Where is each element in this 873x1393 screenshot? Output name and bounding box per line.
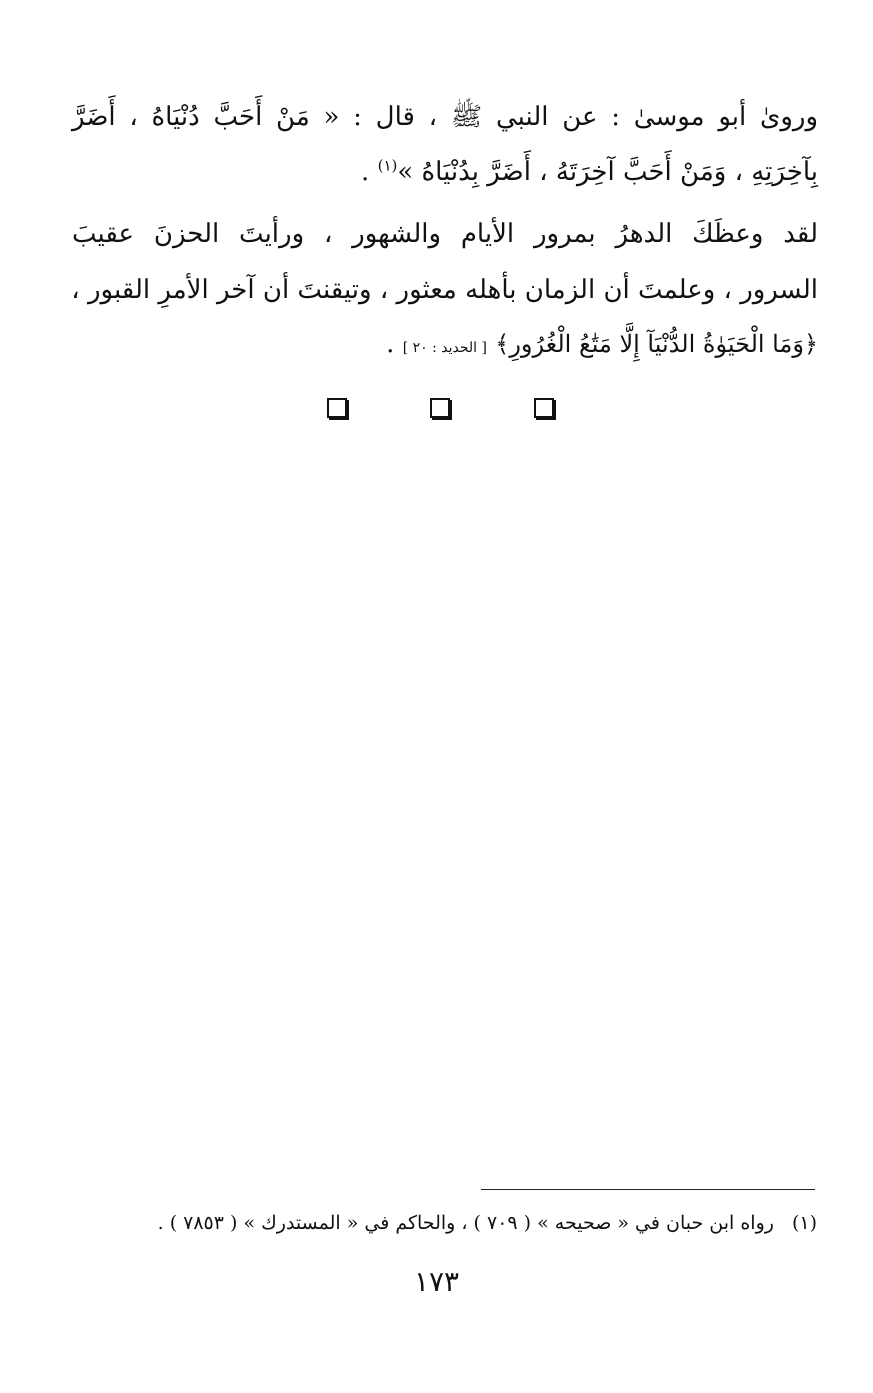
paragraph-1-line-2-end: . bbox=[361, 157, 378, 187]
footnote bbox=[72, 1206, 817, 1240]
page-number: ١٧٣ bbox=[413, 1265, 460, 1298]
footnote-marker[interactable]: (١) bbox=[377, 156, 398, 175]
section-separator bbox=[0, 394, 873, 424]
quran-reference: [ الحديد : ٢٠ ] bbox=[402, 340, 487, 356]
paragraph-2-line-1: لقد وعظَكَ الدهرُ بمرور الأيام والشهور ، ورأيتَ الحزنَ عقيبَ bbox=[72, 219, 818, 249]
footnote-divider bbox=[481, 1189, 815, 1190]
quran-verse: ﴿وَمَا الْحَيَوٰةُ الدُّنْيَآ إِلَّا مَتَٰعُ الْغُرُورِ﴾ bbox=[495, 330, 818, 358]
separator-square-icon bbox=[534, 398, 554, 418]
paragraph-2-line-2: السرور ، وعلمتَ أن الزمان بأهله معثور ، وتيقنتَ أن آخر الأمرِ القبور ، bbox=[71, 275, 818, 305]
footnote-text: رواه ابن حبان في « صحيحه » ( ٧٠٩ ) ، والحاكم في « المستدرك » ( ٧٨٥٣ ) . bbox=[157, 1212, 774, 1234]
footnote-number: (١) bbox=[791, 1212, 817, 1234]
paragraph-1-line-2 bbox=[72, 152, 818, 192]
paragraph-1-line-1: وروىٰ أبو موسىٰ : عن النبي ﷺ ، قال : « مَنْ أَحَبَّ دُنْيَاهُ ، أَضَرَّ bbox=[72, 102, 818, 132]
paragraph-1-line-2-text: بِآخِرَتِهِ ، وَمَنْ أَحَبَّ آخِرَتَهُ ، أَضَرَّ بِدُنْيَاهُ » bbox=[397, 157, 818, 187]
paragraph-2-line-3-end: . bbox=[386, 329, 403, 359]
separator-square-icon bbox=[327, 398, 347, 418]
separator-square-icon bbox=[430, 398, 450, 418]
paragraph-2-line-3 bbox=[72, 324, 818, 368]
